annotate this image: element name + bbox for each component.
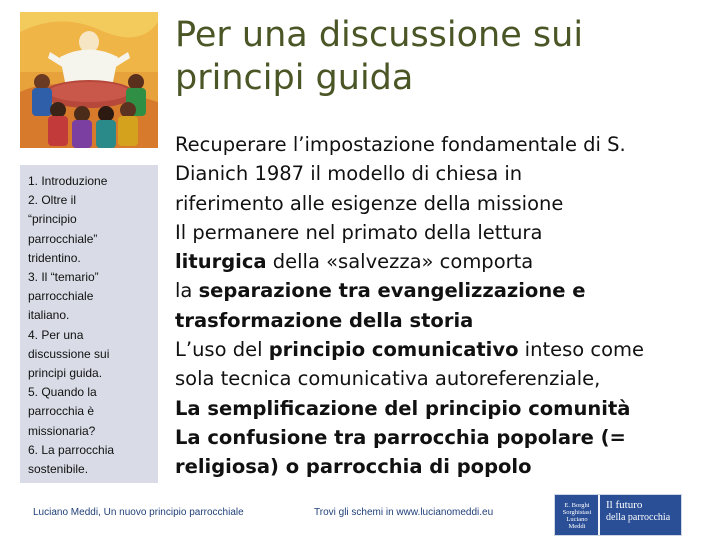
body-line [175, 276, 715, 305]
sidebar-item: italiano. [28, 308, 70, 323]
sidebar-item: “principio [28, 212, 77, 227]
sidebar-list [28, 172, 150, 479]
sidebar-item: parrocchia è [28, 404, 95, 419]
sidebar-item: 4. Per una [28, 327, 84, 342]
sidebar-item: parrocchiale [28, 289, 94, 304]
sidebar-item: 6. La parrocchia [28, 442, 115, 457]
body-text-run: L’uso del [175, 338, 269, 362]
footer-author: Luciano Meddi, Un nuovo principio parrocchiale [33, 507, 244, 518]
page-title [175, 14, 715, 100]
body-bold: liturgica [175, 250, 267, 274]
body-line: Dianich 1987 il modello di chiesa in [175, 162, 523, 186]
cover-title [598, 495, 681, 535]
cover-authors [555, 495, 598, 535]
cover-author-line: Luciano [566, 516, 588, 523]
body-text-run: inteso come [518, 338, 645, 362]
body-text-run: della «salvezza» comporta [266, 250, 534, 274]
body-line: La confusione tra parrocchia popolare (= [175, 425, 626, 449]
cover-title-line-1: Il futuro [606, 499, 643, 511]
body-line [175, 247, 715, 276]
cover-author-line: Sorghistasi [562, 509, 592, 516]
sidebar-item: 1. Introduzione [28, 174, 108, 188]
sidebar-item: tridentino. [28, 250, 81, 265]
body-line: Recuperare l’impostazione fondamentale di S. [175, 133, 626, 156]
body-line: sola tecnica comunicativa autoreferenziale, [175, 367, 601, 391]
header-painting [20, 12, 158, 148]
sidebar-outline [20, 165, 158, 483]
book-cover-logo [554, 494, 682, 536]
sidebar-item: parrocchiale” [28, 231, 98, 246]
cover-title-line-2: della parrocchia [606, 512, 671, 523]
sidebar-item: missionaria? [28, 423, 96, 438]
body-line: riferimento alle esigenze della missione [175, 191, 564, 215]
sidebar-item: 2. Oltre il [28, 193, 77, 208]
body-text-run: la [175, 279, 199, 303]
sidebar-item: discussione sui [28, 346, 110, 361]
sidebar-item: 5. Quando la [28, 385, 97, 400]
title-line-1: Per una discussione sui [175, 15, 584, 55]
footer-link[interactable]: Trovi gli schemi in www.lucianomeddi.eu [314, 507, 494, 518]
title-line-2: principi guida [175, 58, 414, 98]
cover-author-line: E. Borghi [564, 502, 590, 509]
body-text [175, 130, 715, 482]
body-line: religiosa) o parrocchia di popolo [175, 455, 532, 479]
body-line: Il permanere nel primato della lettura [175, 220, 543, 244]
body-line: La semplificazione del principio comunità [175, 396, 631, 420]
body-line: trasformazione della storia [175, 308, 474, 332]
cover-author-line: Meddi [568, 523, 586, 530]
sidebar-item: 3. Il “temario” [28, 270, 99, 285]
body-bold: separazione tra evangelizzazione e [198, 279, 586, 303]
sidebar-item: principi guida. [28, 366, 103, 381]
body-line [175, 335, 715, 364]
sidebar-item: sostenibile. [28, 462, 89, 477]
body-bold: principio comunicativo [268, 338, 519, 362]
